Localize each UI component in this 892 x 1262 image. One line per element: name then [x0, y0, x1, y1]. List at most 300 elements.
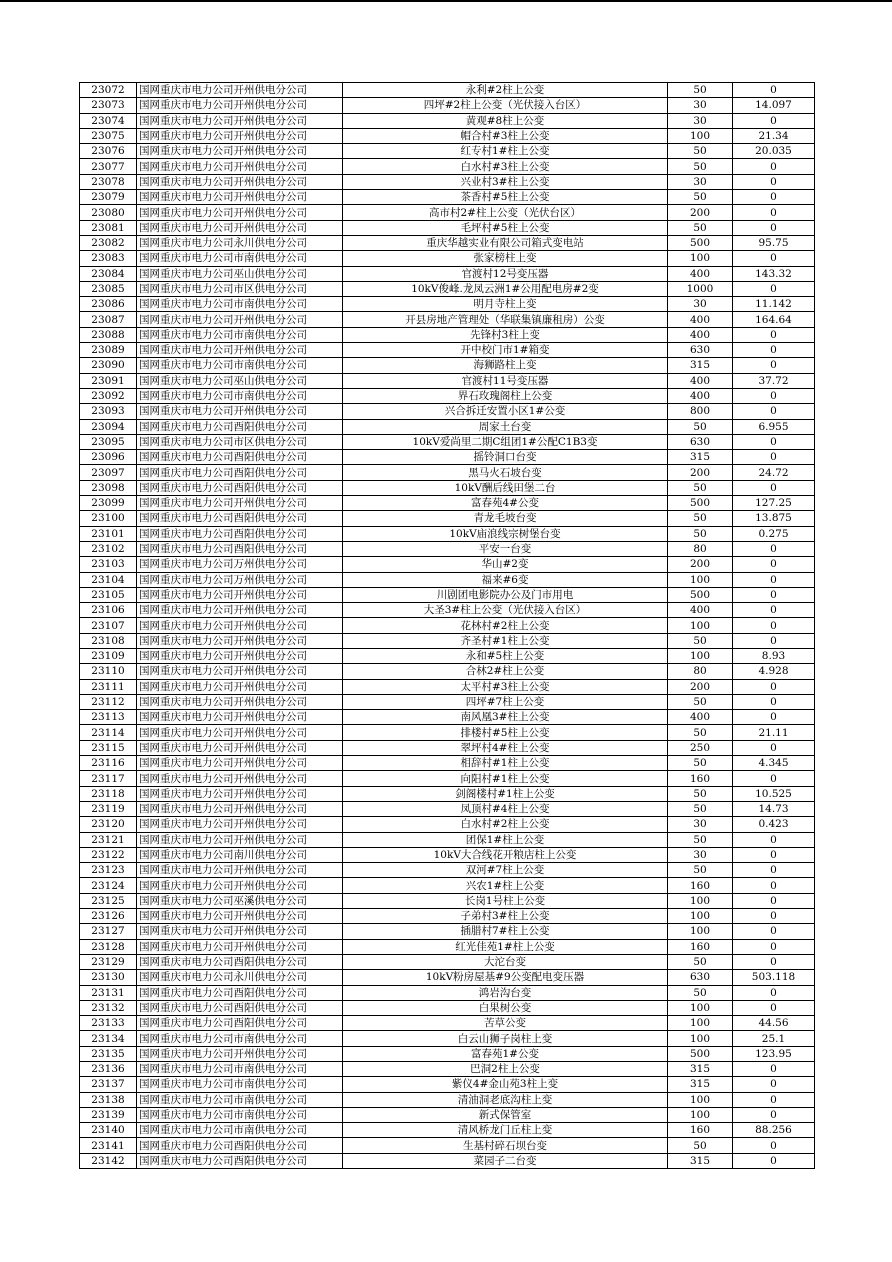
capacity-cell: 630	[668, 434, 733, 449]
company-cell: 国网重庆市电力公司酉阳供电分公司	[137, 541, 343, 556]
capacity-cell: 315	[668, 1077, 733, 1092]
capacity-cell: 160	[668, 771, 733, 786]
table-row	[80, 159, 815, 174]
table-row	[80, 98, 815, 113]
company-cell: 国网重庆市电力公司开州供电分公司	[137, 174, 343, 189]
table-row	[80, 541, 815, 556]
value-cell: 0	[733, 327, 815, 342]
company-cell: 国网重庆市电力公司开州供电分公司	[137, 205, 343, 220]
value-cell: 44.56	[733, 1016, 815, 1031]
transformer-name-cell: 华山#2变	[343, 557, 668, 572]
capacity-cell: 100	[668, 251, 733, 266]
value-cell: 143.32	[733, 266, 815, 281]
table-row	[80, 954, 815, 969]
capacity-cell: 50	[668, 694, 733, 709]
company-cell: 国网重庆市电力公司开州供电分公司	[137, 817, 343, 832]
row-id-cell: 23100	[80, 511, 137, 526]
transformer-name-cell: 10kV粉房屋基#9公变配电变压器	[343, 970, 668, 985]
table-row	[80, 1000, 815, 1015]
table-row	[80, 220, 815, 235]
row-id-cell: 23117	[80, 771, 137, 786]
table-row	[80, 1031, 815, 1046]
transformer-name-cell: 帽合村#3柱上公变	[343, 128, 668, 143]
company-cell: 国网重庆市电力公司万州供电分公司	[137, 557, 343, 572]
value-cell: 0	[733, 83, 815, 98]
table-row	[80, 235, 815, 250]
transformer-name-cell: 菜园子二台变	[343, 1153, 668, 1168]
table-row	[80, 404, 815, 419]
capacity-cell: 100	[668, 1016, 733, 1031]
row-id-cell: 23141	[80, 1138, 137, 1153]
company-cell: 国网重庆市电力公司酉阳供电分公司	[137, 450, 343, 465]
row-id-cell: 23102	[80, 541, 137, 556]
value-cell: 0	[733, 847, 815, 862]
company-cell: 国网重庆市电力公司市南供电分公司	[137, 1123, 343, 1138]
capacity-cell: 400	[668, 603, 733, 618]
table-row	[80, 343, 815, 358]
table-row	[80, 83, 815, 98]
company-cell: 国网重庆市电力公司万州供电分公司	[137, 572, 343, 587]
value-cell: 0.423	[733, 817, 815, 832]
capacity-cell: 80	[668, 664, 733, 679]
table-row	[80, 419, 815, 434]
value-cell: 88.256	[733, 1123, 815, 1138]
capacity-cell: 315	[668, 1062, 733, 1077]
transformer-name-cell: 海狮路柱上变	[343, 358, 668, 373]
row-id-cell: 23080	[80, 205, 137, 220]
row-id-cell: 23073	[80, 98, 137, 113]
capacity-cell: 315	[668, 358, 733, 373]
table-row	[80, 174, 815, 189]
table-row	[80, 557, 815, 572]
transformer-name-cell: 巴洞2柱上公变	[343, 1062, 668, 1077]
row-id-cell: 23111	[80, 679, 137, 694]
capacity-cell: 50	[668, 159, 733, 174]
value-cell: 503.118	[733, 970, 815, 985]
value-cell: 164.64	[733, 312, 815, 327]
transformer-name-cell: 翠坪村4#柱上公变	[343, 740, 668, 755]
value-cell: 0	[733, 939, 815, 954]
table-row	[80, 266, 815, 281]
row-id-cell: 23114	[80, 725, 137, 740]
row-id-cell: 23135	[80, 1046, 137, 1061]
value-cell: 0	[733, 220, 815, 235]
row-id-cell: 23131	[80, 985, 137, 1000]
company-cell: 国网重庆市电力公司开州供电分公司	[137, 725, 343, 740]
table-row	[80, 281, 815, 296]
row-id-cell: 23121	[80, 832, 137, 847]
value-cell: 0	[733, 587, 815, 602]
row-id-cell: 23120	[80, 817, 137, 832]
capacity-cell: 50	[668, 832, 733, 847]
transformer-name-cell: 福来#6变	[343, 572, 668, 587]
company-cell: 国网重庆市电力公司市南供电分公司	[137, 251, 343, 266]
capacity-cell: 30	[668, 297, 733, 312]
company-cell: 国网重庆市电力公司市南供电分公司	[137, 1107, 343, 1122]
company-cell: 国网重庆市电力公司市南供电分公司	[137, 1077, 343, 1092]
capacity-cell: 100	[668, 909, 733, 924]
transformer-name-cell: 富春苑1#公变	[343, 1046, 668, 1061]
company-cell: 国网重庆市电力公司市南供电分公司	[137, 358, 343, 373]
row-id-cell: 23093	[80, 404, 137, 419]
capacity-cell: 400	[668, 373, 733, 388]
transformer-name-cell: 紫仪4#金山苑3柱上变	[343, 1077, 668, 1092]
row-id-cell: 23109	[80, 648, 137, 663]
capacity-cell: 315	[668, 1153, 733, 1168]
transformer-name-cell: 茶香村#5柱上公变	[343, 190, 668, 205]
row-id-cell: 23115	[80, 740, 137, 755]
transformer-name-cell: 太平村#3柱上公变	[343, 679, 668, 694]
capacity-cell: 500	[668, 496, 733, 511]
row-id-cell: 23075	[80, 128, 137, 143]
row-id-cell: 23099	[80, 496, 137, 511]
transformer-name-cell: 四坪#7柱上公变	[343, 694, 668, 709]
transformer-name-cell: 张家榜柱上变	[343, 251, 668, 266]
transformer-name-cell: 排楼村#5柱上公变	[343, 725, 668, 740]
table-row	[80, 1077, 815, 1092]
capacity-cell: 500	[668, 587, 733, 602]
capacity-cell: 50	[668, 756, 733, 771]
value-cell: 14.73	[733, 801, 815, 816]
transformer-name-cell: 永利#2柱上公变	[343, 83, 668, 98]
table-body	[80, 83, 815, 1169]
transformer-name-cell: 红光佳苑1#柱上公变	[343, 939, 668, 954]
capacity-cell: 1000	[668, 281, 733, 296]
table-row	[80, 190, 815, 205]
table-row	[80, 710, 815, 725]
transformer-name-cell: 齐圣村#1柱上公变	[343, 633, 668, 648]
transformer-name-cell: 10kV俊峰.龙凤云洲1#公用配电房#2变	[343, 281, 668, 296]
company-cell: 国网重庆市电力公司巫溪供电分公司	[137, 893, 343, 908]
row-id-cell: 23136	[80, 1062, 137, 1077]
row-id-cell: 23079	[80, 190, 137, 205]
transformer-name-cell: 白云山狮子岗柱上变	[343, 1031, 668, 1046]
value-cell: 0	[733, 251, 815, 266]
value-cell: 0	[733, 954, 815, 969]
value-cell: 0	[733, 1138, 815, 1153]
table-row	[80, 863, 815, 878]
table-row	[80, 587, 815, 602]
capacity-cell: 200	[668, 679, 733, 694]
company-cell: 国网重庆市电力公司市南供电分公司	[137, 327, 343, 342]
company-cell: 国网重庆市电力公司巫山供电分公司	[137, 266, 343, 281]
value-cell: 20.035	[733, 144, 815, 159]
value-cell: 0	[733, 924, 815, 939]
transformer-name-cell: 长岗1号柱上公变	[343, 893, 668, 908]
capacity-cell: 50	[668, 954, 733, 969]
company-cell: 国网重庆市电力公司开州供电分公司	[137, 190, 343, 205]
company-cell: 国网重庆市电力公司酉阳供电分公司	[137, 465, 343, 480]
transformer-name-cell: 清油洞老底沟柱上变	[343, 1092, 668, 1107]
value-cell: 0	[733, 618, 815, 633]
value-cell: 0	[733, 557, 815, 572]
capacity-cell: 50	[668, 801, 733, 816]
company-cell: 国网重庆市电力公司酉阳供电分公司	[137, 480, 343, 495]
transformer-name-cell: 兴农1#柱上公变	[343, 878, 668, 893]
company-cell: 国网重庆市电力公司开州供电分公司	[137, 1046, 343, 1061]
value-cell: 21.11	[733, 725, 815, 740]
table-row	[80, 572, 815, 587]
capacity-cell: 100	[668, 924, 733, 939]
value-cell: 0	[733, 159, 815, 174]
capacity-cell: 160	[668, 1123, 733, 1138]
transformer-name-cell: 黑马火石坡台变	[343, 465, 668, 480]
company-cell: 国网重庆市电力公司开州供电分公司	[137, 220, 343, 235]
capacity-cell: 100	[668, 1000, 733, 1015]
row-id-cell: 23140	[80, 1123, 137, 1138]
value-cell: 0	[733, 710, 815, 725]
table-row	[80, 434, 815, 449]
value-cell: 0	[733, 633, 815, 648]
transformer-name-cell: 双河#7柱上公变	[343, 863, 668, 878]
capacity-cell: 500	[668, 1046, 733, 1061]
value-cell: 4.928	[733, 664, 815, 679]
value-cell: 0	[733, 343, 815, 358]
transformer-name-cell: 毛坪村#5柱上公变	[343, 220, 668, 235]
value-cell: 4.345	[733, 756, 815, 771]
company-cell: 国网重庆市电力公司开州供电分公司	[137, 633, 343, 648]
company-cell: 国网重庆市电力公司酉阳供电分公司	[137, 1138, 343, 1153]
transformer-name-cell: 南风凰3#柱上公变	[343, 710, 668, 725]
value-cell: 0	[733, 1092, 815, 1107]
value-cell: 0	[733, 281, 815, 296]
table-row	[80, 756, 815, 771]
row-id-cell: 23084	[80, 266, 137, 281]
table-row	[80, 648, 815, 663]
row-id-cell: 23119	[80, 801, 137, 816]
capacity-cell: 315	[668, 450, 733, 465]
table-row	[80, 909, 815, 924]
row-id-cell: 23123	[80, 863, 137, 878]
table-row	[80, 694, 815, 709]
company-cell: 国网重庆市电力公司开州供电分公司	[137, 863, 343, 878]
company-cell: 国网重庆市电力公司开州供电分公司	[137, 144, 343, 159]
value-cell: 0	[733, 190, 815, 205]
transformer-name-cell: 兴合拆迁安置小区1#公变	[343, 404, 668, 419]
table-row	[80, 801, 815, 816]
row-id-cell: 23108	[80, 633, 137, 648]
value-cell: 0	[733, 863, 815, 878]
transformer-name-cell: 白水村#3柱上公变	[343, 159, 668, 174]
company-cell: 国网重庆市电力公司开州供电分公司	[137, 756, 343, 771]
transformer-name-cell: 永和#5柱上公变	[343, 648, 668, 663]
table-row	[80, 1092, 815, 1107]
row-id-cell: 23076	[80, 144, 137, 159]
company-cell: 国网重庆市电力公司开州供电分公司	[137, 128, 343, 143]
capacity-cell: 50	[668, 220, 733, 235]
row-id-cell: 23094	[80, 419, 137, 434]
table-row	[80, 832, 815, 847]
transformer-name-cell: 摇铃洞口台变	[343, 450, 668, 465]
company-cell: 国网重庆市电力公司开州供电分公司	[137, 924, 343, 939]
row-id-cell: 23095	[80, 434, 137, 449]
company-cell: 国网重庆市电力公司南川供电分公司	[137, 847, 343, 862]
value-cell: 0	[733, 985, 815, 1000]
value-cell: 0	[733, 694, 815, 709]
company-cell: 国网重庆市电力公司开州供电分公司	[137, 939, 343, 954]
transformer-name-cell: 白水村#2柱上公变	[343, 817, 668, 832]
row-id-cell: 23107	[80, 618, 137, 633]
table-row	[80, 618, 815, 633]
capacity-cell: 50	[668, 985, 733, 1000]
company-cell: 国网重庆市电力公司开州供电分公司	[137, 679, 343, 694]
capacity-cell: 200	[668, 557, 733, 572]
row-id-cell: 23142	[80, 1153, 137, 1168]
row-id-cell: 23104	[80, 572, 137, 587]
row-id-cell: 23139	[80, 1107, 137, 1122]
value-cell: 0	[733, 878, 815, 893]
transformer-name-cell: 兴业村3#柱上公变	[343, 174, 668, 189]
capacity-cell: 30	[668, 98, 733, 113]
table-row	[80, 847, 815, 862]
capacity-cell: 30	[668, 174, 733, 189]
table-row	[80, 817, 815, 832]
value-cell: 0	[733, 434, 815, 449]
table-row	[80, 312, 815, 327]
value-cell: 0	[733, 541, 815, 556]
value-cell: 14.097	[733, 98, 815, 113]
row-id-cell: 23126	[80, 909, 137, 924]
value-cell: 0	[733, 404, 815, 419]
transformer-name-cell: 相辞村#1柱上公变	[343, 756, 668, 771]
capacity-cell: 160	[668, 878, 733, 893]
table-row	[80, 878, 815, 893]
capacity-cell: 800	[668, 404, 733, 419]
table-row	[80, 144, 815, 159]
transformer-name-cell: 富春苑4#公变	[343, 496, 668, 511]
transformer-name-cell: 青龙毛坡台变	[343, 511, 668, 526]
table-row	[80, 373, 815, 388]
capacity-cell: 100	[668, 128, 733, 143]
company-cell: 国网重庆市电力公司酉阳供电分公司	[137, 985, 343, 1000]
company-cell: 国网重庆市电力公司开州供电分公司	[137, 801, 343, 816]
capacity-cell: 500	[668, 235, 733, 250]
table-row	[80, 1138, 815, 1153]
transformer-name-cell: 插腊村7#柱上公变	[343, 924, 668, 939]
company-cell: 国网重庆市电力公司市南供电分公司	[137, 297, 343, 312]
value-cell: 0	[733, 1077, 815, 1092]
value-cell: 0	[733, 1107, 815, 1122]
table-row	[80, 603, 815, 618]
transformer-name-cell: 剑阁楼村#1柱上公变	[343, 786, 668, 801]
row-id-cell: 23112	[80, 694, 137, 709]
row-id-cell: 23101	[80, 526, 137, 541]
table-row	[80, 664, 815, 679]
capacity-cell: 50	[668, 526, 733, 541]
company-cell: 国网重庆市电力公司开州供电分公司	[137, 603, 343, 618]
value-cell: 0	[733, 480, 815, 495]
company-cell: 国网重庆市电力公司酉阳供电分公司	[137, 511, 343, 526]
value-cell: 95.75	[733, 235, 815, 250]
transformer-name-cell: 高市村2#柱上公变（光伏台区）	[343, 205, 668, 220]
transformer-name-cell: 10kV大合线花开粮店柱上公变	[343, 847, 668, 862]
table-row	[80, 985, 815, 1000]
capacity-cell: 30	[668, 113, 733, 128]
row-id-cell: 23081	[80, 220, 137, 235]
table-row	[80, 113, 815, 128]
transformer-name-cell: 苦草公变	[343, 1016, 668, 1031]
row-id-cell: 23128	[80, 939, 137, 954]
value-cell: 8.93	[733, 648, 815, 663]
capacity-cell: 100	[668, 1107, 733, 1122]
row-id-cell: 23103	[80, 557, 137, 572]
transformer-name-cell: 平安一台变	[343, 541, 668, 556]
value-cell: 0	[733, 113, 815, 128]
table-row	[80, 480, 815, 495]
capacity-cell: 30	[668, 847, 733, 862]
table-row	[80, 725, 815, 740]
row-id-cell: 23096	[80, 450, 137, 465]
row-id-cell: 23124	[80, 878, 137, 893]
company-cell: 国网重庆市电力公司开州供电分公司	[137, 98, 343, 113]
table-row	[80, 740, 815, 755]
transformer-name-cell: 鸿岩沟台变	[343, 985, 668, 1000]
capacity-cell: 400	[668, 312, 733, 327]
table-row	[80, 1153, 815, 1168]
company-cell: 国网重庆市电力公司开州供电分公司	[137, 159, 343, 174]
table-row	[80, 1107, 815, 1122]
capacity-cell: 200	[668, 465, 733, 480]
table-row	[80, 1123, 815, 1138]
value-cell: 37.72	[733, 373, 815, 388]
row-id-cell: 23074	[80, 113, 137, 128]
row-id-cell: 23129	[80, 954, 137, 969]
row-id-cell: 23078	[80, 174, 137, 189]
table-row	[80, 1046, 815, 1061]
capacity-cell: 160	[668, 939, 733, 954]
transformer-name-cell: 红专村1#柱上公变	[343, 144, 668, 159]
transformer-name-cell: 明月寺柱上变	[343, 297, 668, 312]
company-cell: 国网重庆市电力公司开州供电分公司	[137, 710, 343, 725]
table-row	[80, 450, 815, 465]
row-id-cell: 23072	[80, 83, 137, 98]
capacity-cell: 400	[668, 710, 733, 725]
capacity-cell: 50	[668, 786, 733, 801]
row-id-cell: 23110	[80, 664, 137, 679]
company-cell: 国网重庆市电力公司市区供电分公司	[137, 281, 343, 296]
company-cell: 国网重庆市电力公司开州供电分公司	[137, 618, 343, 633]
transformer-name-cell: 10kV庙浪线宗树堡台变	[343, 526, 668, 541]
row-id-cell: 23116	[80, 756, 137, 771]
transformer-name-cell: 黄观#8柱上公变	[343, 113, 668, 128]
value-cell: 123.95	[733, 1046, 815, 1061]
company-cell: 国网重庆市电力公司市南供电分公司	[137, 1062, 343, 1077]
capacity-cell: 400	[668, 266, 733, 281]
company-cell: 国网重庆市电力公司开州供电分公司	[137, 740, 343, 755]
row-id-cell: 23086	[80, 297, 137, 312]
transformer-name-cell: 川剧团电影院办公及门市用电	[343, 587, 668, 602]
row-id-cell: 23085	[80, 281, 137, 296]
company-cell: 国网重庆市电力公司开州供电分公司	[137, 786, 343, 801]
table-row	[80, 970, 815, 985]
value-cell: 13.875	[733, 511, 815, 526]
value-cell: 127.25	[733, 496, 815, 511]
value-cell: 0	[733, 740, 815, 755]
transformer-name-cell: 向阳村#1柱上公变	[343, 771, 668, 786]
row-id-cell: 23134	[80, 1031, 137, 1046]
row-id-cell: 23091	[80, 373, 137, 388]
company-cell: 国网重庆市电力公司酉阳供电分公司	[137, 1153, 343, 1168]
value-cell: 10.525	[733, 786, 815, 801]
transformer-name-cell: 团保1#柱上公变	[343, 832, 668, 847]
company-cell: 国网重庆市电力公司酉阳供电分公司	[137, 1000, 343, 1015]
company-cell: 国网重庆市电力公司酉阳供电分公司	[137, 419, 343, 434]
value-cell: 21.34	[733, 128, 815, 143]
company-cell: 国网重庆市电力公司巫山供电分公司	[137, 373, 343, 388]
transformer-name-cell: 大沱台变	[343, 954, 668, 969]
transformer-name-cell: 花林村#2柱上公变	[343, 618, 668, 633]
row-id-cell: 23077	[80, 159, 137, 174]
